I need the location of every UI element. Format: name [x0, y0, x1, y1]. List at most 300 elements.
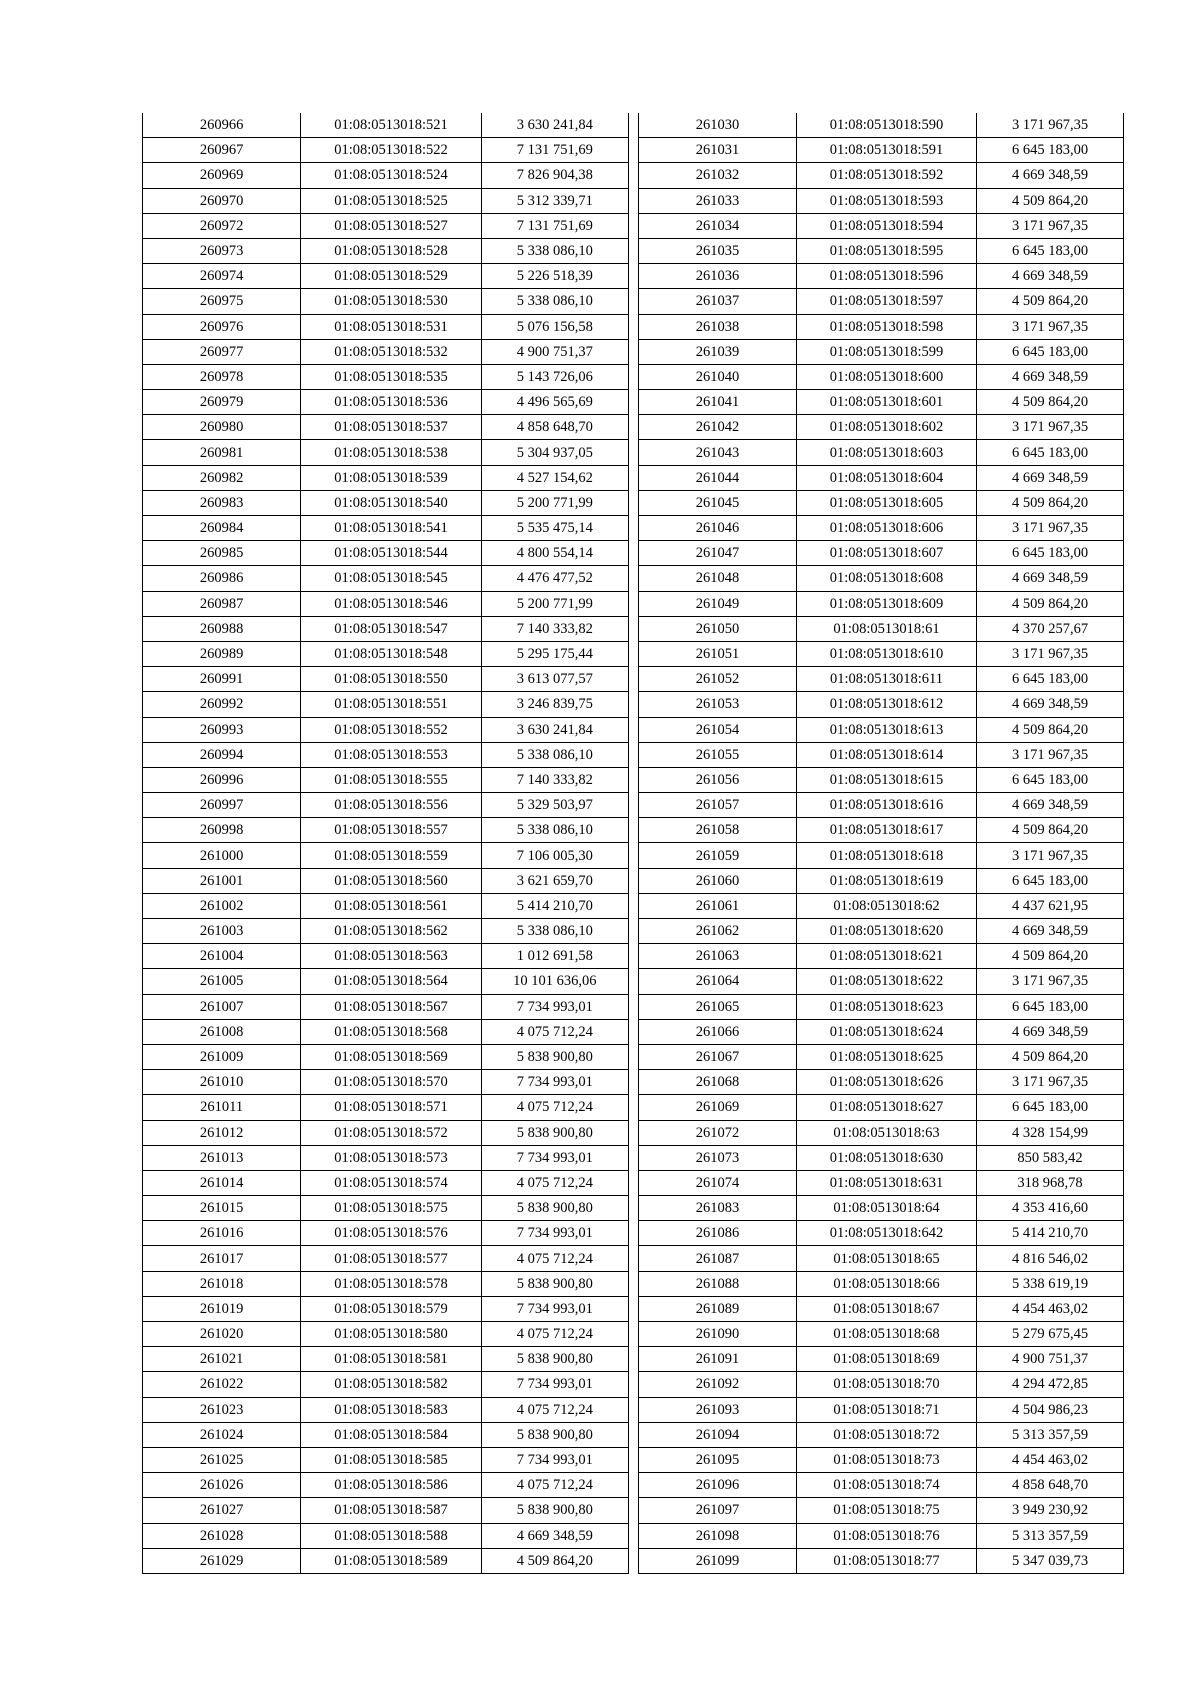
- cadastral-number-cell: 01:08:0513018:538: [301, 440, 481, 465]
- record-number-cell: 261095: [639, 1447, 797, 1472]
- cost-value-cell: 5 347 039,73: [977, 1548, 1124, 1573]
- table-row: [639, 868, 1124, 893]
- table-row: [143, 1447, 629, 1472]
- record-number-cell: 261016: [143, 1221, 301, 1246]
- table-row: [639, 188, 1124, 213]
- record-number-cell: 260998: [143, 818, 301, 843]
- table-row: [639, 264, 1124, 289]
- cost-value-cell: 3 171 967,35: [977, 1070, 1124, 1095]
- record-number-cell: 261093: [639, 1397, 797, 1422]
- cost-value-cell: 7 734 993,01: [481, 994, 628, 1019]
- cadastral-number-cell: 01:08:0513018:605: [797, 490, 977, 515]
- table-row: [143, 163, 629, 188]
- cost-value-cell: 5 838 900,80: [481, 1044, 628, 1069]
- record-number-cell: 261086: [639, 1221, 797, 1246]
- cost-value-cell: 7 734 993,01: [481, 1372, 628, 1397]
- cost-value-cell: 4 669 348,59: [977, 264, 1124, 289]
- table-row: [143, 314, 629, 339]
- cost-value-cell: 3 246 839,75: [481, 692, 628, 717]
- cost-value-cell: 5 838 900,80: [481, 1196, 628, 1221]
- table-row: [143, 238, 629, 263]
- table-row: [639, 1095, 1124, 1120]
- table-row: [639, 541, 1124, 566]
- cost-value-cell: 4 669 348,59: [977, 163, 1124, 188]
- cadastral-number-cell: 01:08:0513018:536: [301, 390, 481, 415]
- table-row: [143, 969, 629, 994]
- record-number-cell: 261099: [639, 1548, 797, 1573]
- cost-value-cell: 4 669 348,59: [977, 566, 1124, 591]
- table-row: [143, 742, 629, 767]
- cadastral-number-cell: 01:08:0513018:620: [797, 919, 977, 944]
- cost-value-cell: 7 734 993,01: [481, 1221, 628, 1246]
- table-row: [143, 1498, 629, 1523]
- table-row: [143, 1246, 629, 1271]
- cost-value-cell: 4 509 864,20: [977, 1044, 1124, 1069]
- cost-value-cell: 5 200 771,99: [481, 591, 628, 616]
- cadastral-number-cell: 01:08:0513018:528: [301, 238, 481, 263]
- record-number-cell: 261005: [143, 969, 301, 994]
- cost-value-cell: 7 131 751,69: [481, 213, 628, 238]
- cost-value-cell: 4 509 864,20: [977, 818, 1124, 843]
- cadastral-number-cell: 01:08:0513018:560: [301, 868, 481, 893]
- table-row: [639, 1145, 1124, 1170]
- cost-value-cell: 3 171 967,35: [977, 415, 1124, 440]
- cadastral-number-cell: 01:08:0513018:626: [797, 1070, 977, 1095]
- table-row: [639, 843, 1124, 868]
- record-number-cell: 261042: [639, 415, 797, 440]
- cadastral-number-cell: 01:08:0513018:584: [301, 1422, 481, 1447]
- cost-value-cell: 5 338 086,10: [481, 919, 628, 944]
- cadastral-number-cell: 01:08:0513018:530: [301, 289, 481, 314]
- cost-value-cell: 4 075 712,24: [481, 1170, 628, 1195]
- table-row: [639, 919, 1124, 944]
- table-row: [639, 1548, 1124, 1573]
- cadastral-number-cell: 01:08:0513018:598: [797, 314, 977, 339]
- table-row: [639, 1170, 1124, 1195]
- record-number-cell: 261020: [143, 1322, 301, 1347]
- cost-value-cell: 5 838 900,80: [481, 1271, 628, 1296]
- table-row: [143, 339, 629, 364]
- cost-value-cell: 4 858 648,70: [977, 1473, 1124, 1498]
- record-number-cell: 261057: [639, 793, 797, 818]
- cadastral-number-cell: 01:08:0513018:642: [797, 1221, 977, 1246]
- record-number-cell: 260993: [143, 717, 301, 742]
- record-number-cell: 261058: [639, 818, 797, 843]
- record-number-cell: 261032: [639, 163, 797, 188]
- cadastral-number-cell: 01:08:0513018:541: [301, 516, 481, 541]
- record-number-cell: 260991: [143, 667, 301, 692]
- cost-value-cell: 5 838 900,80: [481, 1498, 628, 1523]
- record-number-cell: 261002: [143, 893, 301, 918]
- cadastral-number-cell: 01:08:0513018:575: [301, 1196, 481, 1221]
- table-row: [143, 1221, 629, 1246]
- record-number-cell: 261097: [639, 1498, 797, 1523]
- table-row: [639, 163, 1124, 188]
- record-number-cell: 260978: [143, 364, 301, 389]
- table-row: [639, 213, 1124, 238]
- table-row: [143, 919, 629, 944]
- cadastral-number-cell: 01:08:0513018:65: [797, 1246, 977, 1271]
- record-number-cell: 260980: [143, 415, 301, 440]
- record-number-cell: 261038: [639, 314, 797, 339]
- cost-value-cell: 4 075 712,24: [481, 1473, 628, 1498]
- record-number-cell: 260981: [143, 440, 301, 465]
- record-number-cell: 261065: [639, 994, 797, 1019]
- cost-value-cell: 7 734 993,01: [481, 1447, 628, 1472]
- cost-value-cell: 7 131 751,69: [481, 138, 628, 163]
- record-number-cell: 261029: [143, 1548, 301, 1573]
- cost-value-cell: 4 075 712,24: [481, 1322, 628, 1347]
- table-row: [143, 566, 629, 591]
- cadastral-number-cell: 01:08:0513018:631: [797, 1170, 977, 1195]
- cadastral-number-cell: 01:08:0513018:546: [301, 591, 481, 616]
- cadastral-number-cell: 01:08:0513018:586: [301, 1473, 481, 1498]
- cadastral-number-cell: 01:08:0513018:521: [301, 113, 481, 138]
- cost-value-cell: 4 075 712,24: [481, 1397, 628, 1422]
- cadastral-number-cell: 01:08:0513018:561: [301, 893, 481, 918]
- record-number-cell: 261010: [143, 1070, 301, 1095]
- record-number-cell: 261060: [639, 868, 797, 893]
- table-row: [143, 1548, 629, 1573]
- table-row: [143, 616, 629, 641]
- record-number-cell: 261063: [639, 944, 797, 969]
- cost-value-cell: 318 968,78: [977, 1170, 1124, 1195]
- record-number-cell: 261062: [639, 919, 797, 944]
- table-row: [143, 1044, 629, 1069]
- cadastral-number-cell: 01:08:0513018:72: [797, 1422, 977, 1447]
- cadastral-number-cell: 01:08:0513018:578: [301, 1271, 481, 1296]
- cadastral-number-cell: 01:08:0513018:619: [797, 868, 977, 893]
- cost-value-cell: 7 140 333,82: [481, 767, 628, 792]
- table-row: [639, 667, 1124, 692]
- record-number-cell: 261096: [639, 1473, 797, 1498]
- cadastral-number-cell: 01:08:0513018:583: [301, 1397, 481, 1422]
- cadastral-number-cell: 01:08:0513018:548: [301, 641, 481, 666]
- record-number-cell: 260982: [143, 465, 301, 490]
- cost-value-cell: 6 645 183,00: [977, 1095, 1124, 1120]
- record-number-cell: 261051: [639, 641, 797, 666]
- cadastral-number-cell: 01:08:0513018:609: [797, 591, 977, 616]
- table-row: [143, 793, 629, 818]
- cadastral-number-cell: 01:08:0513018:70: [797, 1372, 977, 1397]
- record-number-cell: 261074: [639, 1170, 797, 1195]
- table-row: [639, 364, 1124, 389]
- cadastral-number-cell: 01:08:0513018:553: [301, 742, 481, 767]
- cadastral-number-cell: 01:08:0513018:563: [301, 944, 481, 969]
- cost-value-cell: 4 509 864,20: [481, 1548, 628, 1573]
- cadastral-number-cell: 01:08:0513018:535: [301, 364, 481, 389]
- table-row: [143, 1422, 629, 1447]
- record-number-cell: 261044: [639, 465, 797, 490]
- cost-value-cell: 4 509 864,20: [977, 717, 1124, 742]
- table-row: [143, 667, 629, 692]
- table-row: [639, 1070, 1124, 1095]
- record-number-cell: 261090: [639, 1322, 797, 1347]
- table-row: [143, 692, 629, 717]
- cadastral-number-cell: 01:08:0513018:539: [301, 465, 481, 490]
- record-number-cell: 260996: [143, 767, 301, 792]
- table-row: [143, 994, 629, 1019]
- table-row: [143, 138, 629, 163]
- cost-value-cell: 4 496 565,69: [481, 390, 628, 415]
- table-row: [143, 641, 629, 666]
- cadastral-number-cell: 01:08:0513018:603: [797, 440, 977, 465]
- cadastral-number-cell: 01:08:0513018:568: [301, 1019, 481, 1044]
- cadastral-number-cell: 01:08:0513018:623: [797, 994, 977, 1019]
- cadastral-number-cell: 01:08:0513018:592: [797, 163, 977, 188]
- record-number-cell: 261040: [639, 364, 797, 389]
- table-row: [639, 314, 1124, 339]
- cadastral-number-cell: 01:08:0513018:590: [797, 113, 977, 138]
- record-number-cell: 261073: [639, 1145, 797, 1170]
- record-number-cell: 261045: [639, 490, 797, 515]
- table-row: [143, 868, 629, 893]
- record-number-cell: 261027: [143, 1498, 301, 1523]
- record-number-cell: 261068: [639, 1070, 797, 1095]
- table-row: [639, 1498, 1124, 1523]
- table-row: [639, 566, 1124, 591]
- table-row: [143, 1296, 629, 1321]
- table-row: [639, 238, 1124, 263]
- cadastral-number-cell: 01:08:0513018:67: [797, 1296, 977, 1321]
- cadastral-number-cell: 01:08:0513018:597: [797, 289, 977, 314]
- cadastral-number-cell: 01:08:0513018:600: [797, 364, 977, 389]
- cost-value-cell: 4 509 864,20: [977, 289, 1124, 314]
- record-number-cell: 260988: [143, 616, 301, 641]
- record-number-cell: 260992: [143, 692, 301, 717]
- cost-value-cell: 4 509 864,20: [977, 944, 1124, 969]
- cost-value-cell: 5 226 518,39: [481, 264, 628, 289]
- cost-value-cell: 5 838 900,80: [481, 1422, 628, 1447]
- table-row: [143, 465, 629, 490]
- record-number-cell: 261091: [639, 1347, 797, 1372]
- table-row: [143, 893, 629, 918]
- record-number-cell: 261014: [143, 1170, 301, 1195]
- cadastral-number-cell: 01:08:0513018:602: [797, 415, 977, 440]
- cost-value-cell: 5 338 086,10: [481, 818, 628, 843]
- cost-value-cell: 6 645 183,00: [977, 667, 1124, 692]
- cost-value-cell: 6 645 183,00: [977, 994, 1124, 1019]
- table-row: [143, 1095, 629, 1120]
- record-number-cell: 261034: [639, 213, 797, 238]
- cadastral-number-cell: 01:08:0513018:630: [797, 1145, 977, 1170]
- table-row: [639, 390, 1124, 415]
- table-row: [143, 1120, 629, 1145]
- table-row: [143, 1271, 629, 1296]
- cost-value-cell: 4 509 864,20: [977, 188, 1124, 213]
- cadastral-number-cell: 01:08:0513018:559: [301, 843, 481, 868]
- record-number-cell: 261013: [143, 1145, 301, 1170]
- table-row: [143, 188, 629, 213]
- record-number-cell: 260974: [143, 264, 301, 289]
- record-number-cell: 261028: [143, 1523, 301, 1548]
- table-row: [143, 1322, 629, 1347]
- cost-value-cell: 4 669 348,59: [977, 793, 1124, 818]
- table-row: [143, 390, 629, 415]
- record-number-cell: 260987: [143, 591, 301, 616]
- record-number-cell: 260994: [143, 742, 301, 767]
- cadastral-number-cell: 01:08:0513018:66: [797, 1271, 977, 1296]
- cadastral-number-cell: 01:08:0513018:75: [797, 1498, 977, 1523]
- record-number-cell: 261072: [639, 1120, 797, 1145]
- record-number-cell: 260989: [143, 641, 301, 666]
- record-number-cell: 260984: [143, 516, 301, 541]
- table-row: [143, 364, 629, 389]
- record-number-cell: 261030: [639, 113, 797, 138]
- record-number-cell: 261008: [143, 1019, 301, 1044]
- cadastral-number-cell: 01:08:0513018:68: [797, 1322, 977, 1347]
- cost-value-cell: 5 304 937,05: [481, 440, 628, 465]
- table-row: [639, 818, 1124, 843]
- table-row: [639, 717, 1124, 742]
- cost-value-cell: 5 414 210,70: [481, 893, 628, 918]
- cadastral-number-cell: 01:08:0513018:556: [301, 793, 481, 818]
- cost-value-cell: 4 454 463,02: [977, 1447, 1124, 1472]
- cost-value-cell: 5 338 086,10: [481, 289, 628, 314]
- table-row: [143, 1397, 629, 1422]
- cadastral-number-cell: 01:08:0513018:593: [797, 188, 977, 213]
- cadastral-number-cell: 01:08:0513018:527: [301, 213, 481, 238]
- cadastral-number-cell: 01:08:0513018:547: [301, 616, 481, 641]
- record-number-cell: 261018: [143, 1271, 301, 1296]
- table-row: [639, 1246, 1124, 1271]
- table-row: [143, 516, 629, 541]
- cadastral-number-cell: 01:08:0513018:587: [301, 1498, 481, 1523]
- table-row: [639, 1196, 1124, 1221]
- table-row: [639, 1019, 1124, 1044]
- cost-value-cell: 6 645 183,00: [977, 138, 1124, 163]
- cadastral-number-cell: 01:08:0513018:71: [797, 1397, 977, 1422]
- cadastral-number-cell: 01:08:0513018:615: [797, 767, 977, 792]
- cadastral-number-cell: 01:08:0513018:612: [797, 692, 977, 717]
- cadastral-number-cell: 01:08:0513018:580: [301, 1322, 481, 1347]
- cadastral-number-cell: 01:08:0513018:595: [797, 238, 977, 263]
- cost-value-cell: 4 476 477,52: [481, 566, 628, 591]
- cost-value-cell: 7 106 005,30: [481, 843, 628, 868]
- record-number-cell: 261019: [143, 1296, 301, 1321]
- table-row: [639, 490, 1124, 515]
- cost-value-cell: 5 838 900,80: [481, 1347, 628, 1372]
- cadastral-number-cell: 01:08:0513018:599: [797, 339, 977, 364]
- table-row: [639, 1322, 1124, 1347]
- record-number-cell: 261000: [143, 843, 301, 868]
- cadastral-number-cell: 01:08:0513018:607: [797, 541, 977, 566]
- cadastral-number-cell: 01:08:0513018:601: [797, 390, 977, 415]
- record-number-cell: 261046: [639, 516, 797, 541]
- table-row: [639, 440, 1124, 465]
- cadastral-number-cell: 01:08:0513018:572: [301, 1120, 481, 1145]
- cadastral-table-right: [638, 113, 1124, 1574]
- record-number-cell: 260997: [143, 793, 301, 818]
- cadastral-number-cell: 01:08:0513018:551: [301, 692, 481, 717]
- cost-value-cell: 6 645 183,00: [977, 339, 1124, 364]
- record-number-cell: 261059: [639, 843, 797, 868]
- record-number-cell: 261047: [639, 541, 797, 566]
- table-row: [639, 641, 1124, 666]
- record-number-cell: 261052: [639, 667, 797, 692]
- cadastral-number-cell: 01:08:0513018:570: [301, 1070, 481, 1095]
- cost-value-cell: 1 012 691,58: [481, 944, 628, 969]
- cost-value-cell: 4 800 554,14: [481, 541, 628, 566]
- record-number-cell: 260976: [143, 314, 301, 339]
- record-number-cell: 261089: [639, 1296, 797, 1321]
- cadastral-number-cell: 01:08:0513018:577: [301, 1246, 481, 1271]
- cadastral-number-cell: 01:08:0513018:525: [301, 188, 481, 213]
- table-row: [639, 113, 1124, 138]
- cost-value-cell: 3 621 659,70: [481, 868, 628, 893]
- cadastral-number-cell: 01:08:0513018:522: [301, 138, 481, 163]
- table-row: [639, 289, 1124, 314]
- cadastral-number-cell: 01:08:0513018:73: [797, 1447, 977, 1472]
- cadastral-number-cell: 01:08:0513018:552: [301, 717, 481, 742]
- table-row: [639, 591, 1124, 616]
- cost-value-cell: 4 816 546,02: [977, 1246, 1124, 1271]
- cost-value-cell: 5 312 339,71: [481, 188, 628, 213]
- cost-value-cell: 850 583,42: [977, 1145, 1124, 1170]
- record-number-cell: 261048: [639, 566, 797, 591]
- cadastral-number-cell: 01:08:0513018:571: [301, 1095, 481, 1120]
- cost-value-cell: 3 630 241,84: [481, 717, 628, 742]
- cadastral-number-cell: 01:08:0513018:596: [797, 264, 977, 289]
- cost-value-cell: 3 630 241,84: [481, 113, 628, 138]
- table-row: [143, 1170, 629, 1195]
- record-number-cell: 261039: [639, 339, 797, 364]
- cadastral-number-cell: 01:08:0513018:63: [797, 1120, 977, 1145]
- table-row: [639, 994, 1124, 1019]
- table-row: [143, 767, 629, 792]
- cost-value-cell: 5 329 503,97: [481, 793, 628, 818]
- cadastral-number-cell: 01:08:0513018:576: [301, 1221, 481, 1246]
- table-row: [639, 1221, 1124, 1246]
- cadastral-number-cell: 01:08:0513018:524: [301, 163, 481, 188]
- cost-value-cell: 7 826 904,38: [481, 163, 628, 188]
- table-row: [143, 1523, 629, 1548]
- cadastral-number-cell: 01:08:0513018:588: [301, 1523, 481, 1548]
- table-row: [639, 944, 1124, 969]
- cost-value-cell: 6 645 183,00: [977, 868, 1124, 893]
- cadastral-number-cell: 01:08:0513018:557: [301, 818, 481, 843]
- cost-value-cell: 4 504 986,23: [977, 1397, 1124, 1422]
- cost-value-cell: 5 338 619,19: [977, 1271, 1124, 1296]
- cost-value-cell: 3 171 967,35: [977, 843, 1124, 868]
- cadastral-number-cell: 01:08:0513018:569: [301, 1044, 481, 1069]
- record-number-cell: 261092: [639, 1372, 797, 1397]
- cost-value-cell: 5 313 357,59: [977, 1523, 1124, 1548]
- record-number-cell: 261021: [143, 1347, 301, 1372]
- table-row: [639, 415, 1124, 440]
- cadastral-number-cell: 01:08:0513018:627: [797, 1095, 977, 1120]
- table-row: [639, 692, 1124, 717]
- table-row: [639, 793, 1124, 818]
- table-row: [639, 767, 1124, 792]
- cadastral-number-cell: 01:08:0513018:579: [301, 1296, 481, 1321]
- cadastral-number-cell: 01:08:0513018:618: [797, 843, 977, 868]
- cost-value-cell: 4 669 348,59: [977, 919, 1124, 944]
- cadastral-number-cell: 01:08:0513018:582: [301, 1372, 481, 1397]
- cost-value-cell: 4 370 257,67: [977, 616, 1124, 641]
- table-row: [143, 1473, 629, 1498]
- table-row: [639, 138, 1124, 163]
- cadastral-number-cell: 01:08:0513018:545: [301, 566, 481, 591]
- cost-value-cell: 4 353 416,60: [977, 1196, 1124, 1221]
- cost-value-cell: 5 313 357,59: [977, 1422, 1124, 1447]
- cost-value-cell: 3 171 967,35: [977, 213, 1124, 238]
- cadastral-number-cell: 01:08:0513018:625: [797, 1044, 977, 1069]
- cost-value-cell: 4 294 472,85: [977, 1372, 1124, 1397]
- cadastral-table-left: [142, 113, 629, 1574]
- cost-value-cell: 4 669 348,59: [481, 1523, 628, 1548]
- cadastral-number-cell: 01:08:0513018:544: [301, 541, 481, 566]
